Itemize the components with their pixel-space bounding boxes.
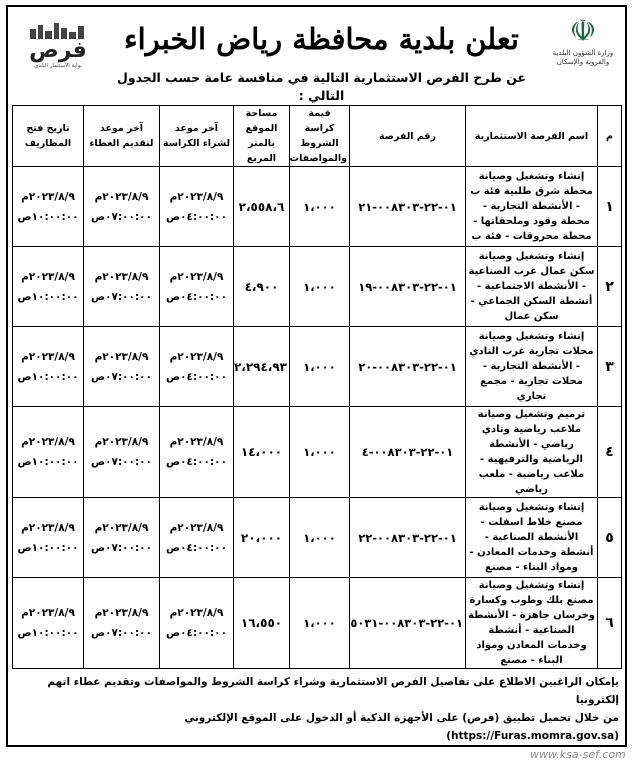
header <box>8 7 625 119</box>
furas-logo-tagline: بوابة الاستثمار البلدي <box>34 63 82 69</box>
row-buy-deadline <box>160 578 234 669</box>
ministry-logo-text: وزارة الشؤون البلدية والقروية والإسكان <box>552 49 614 66</box>
row-open-date <box>13 327 84 407</box>
row-buy-deadline <box>160 327 234 407</box>
row-num: ٦ <box>598 578 622 669</box>
footer-note <box>14 673 619 745</box>
row-buy-deadline <box>160 407 234 498</box>
row-submit-time: ٠٧:٠٠:٠٠ص <box>91 290 152 303</box>
table-row <box>13 498 622 578</box>
row-open-time: ١٠:٠٠:٠٠ص <box>17 627 79 639</box>
row-submit-date: ٢٠٢٣/٨/٩م <box>94 270 149 283</box>
row-submit-time: ٠٧:٠٠:٠٠ص <box>91 627 152 639</box>
table-header-row <box>13 106 622 167</box>
row-buy-time: ٠٤:٠٠:٠٠ص <box>166 456 227 468</box>
row-submit-date: ٢٠٢٣/٨/٩م <box>94 607 149 619</box>
row-buy-date: ٢٠٢٣/٨/٩م <box>169 270 224 283</box>
palm-swords-emblem-icon: ☫ <box>569 14 597 49</box>
header-value: قيمة كراسة الشروط والمواصفات <box>290 106 350 167</box>
row-value: ١،٠٠٠ <box>290 167 350 247</box>
row-buy-date: ٢٠٢٣/٨/٩م <box>169 607 224 619</box>
table-row <box>13 407 622 498</box>
page-title: تعلن بلدية محافظة رياض الخبراء <box>124 22 519 56</box>
row-open-time: ١٠:٠٠:٠٠ص <box>17 290 79 303</box>
row-name: إنشاء وتشغيل وصيانة محطة شرق طلبية فئة ب - الأنشطة التجارية - محطة وقود وملحقاتها - محطة محروقات - فئة ب <box>466 167 598 247</box>
row-submit-time: ٠٧:٠٠:٠٠ص <box>91 456 152 468</box>
header-ref: رقم الفرصة <box>350 106 466 167</box>
row-open-date <box>13 247 84 327</box>
row-num: ٥ <box>598 498 622 578</box>
row-buy-date: ٢٠٢٣/٨/٩م <box>169 350 224 363</box>
row-buy-date: ٢٠٢٣/٨/٩م <box>169 436 224 448</box>
row-value: ١،٠٠٠ <box>290 247 350 327</box>
row-buy-time: ٠٤:٠٠:٠٠ص <box>166 210 227 223</box>
announcement-page <box>6 5 627 747</box>
row-buy-time: ٠٤:٠٠:٠٠ص <box>166 370 227 383</box>
row-open-date-value: ٢٠٢٣/٨/٩م <box>21 436 75 448</box>
site-watermark: www.ksa-sef.com <box>530 748 626 761</box>
page-subtitle: عن طرح الفرص الاستثمارية التالية في منافسة عامة حسب الجدول التالي : <box>116 70 527 103</box>
row-buy-date: ٢٠٢٣/٨/٩م <box>169 521 224 534</box>
header-name: اسم الفرصة الاستثمارية <box>466 106 598 167</box>
row-area: ٤،٩٠٠ <box>234 247 290 327</box>
row-open-date-value: ٢٠٢٣/٨/٩م <box>21 521 75 534</box>
ministry-logo <box>549 15 617 87</box>
row-name: إنشاء وتشغيل وصيانة مصنع بلك وطوب وكسارة وخرسان جاهزة - الأنشطة الصناعية - أنشطة وخدمات المعادن ومواد البناء - مصنع <box>466 578 598 669</box>
table-row <box>13 327 622 407</box>
row-open-date <box>13 407 84 498</box>
row-buy-time: ٠٤:٠٠:٠٠ص <box>166 541 227 554</box>
city-skyline-icon <box>28 21 88 39</box>
row-open-date-value: ٢٠٢٣/٨/٩م <box>21 607 75 619</box>
row-submit-deadline <box>84 498 160 578</box>
row-area: ١٦،٥٥٠ <box>234 578 290 669</box>
row-submit-time: ٠٧:٠٠:٠٠ص <box>91 370 152 383</box>
row-submit-date: ٢٠٢٣/٨/٩م <box>94 350 149 363</box>
row-ref: ٠١-٢٢-٠٠٨٣٠٣-٢١ <box>350 167 466 247</box>
row-open-date-value: ٢٠٢٣/٨/٩م <box>21 190 75 203</box>
row-name: إنشاء وتشغيل وصيانة سكن عمال غرب الصناعية - الأنشطة الاجتماعية - أنشطة السكن الجماعي - سكن عمال <box>466 247 598 327</box>
furas-logo-name: فرص <box>29 38 87 63</box>
row-submit-deadline <box>84 247 160 327</box>
header-submit-deadline: آخر موعد لتقديم العطاء <box>84 106 160 167</box>
row-value: ١،٠٠٠ <box>290 407 350 498</box>
row-area: ١٤،٠٠٠ <box>234 407 290 498</box>
row-submit-deadline <box>84 167 160 247</box>
row-name: إنشاء وتشغيل وصيانة محلات تجارية غرب النادي - الأنشطة التجارية - محلات تجارية - مجمع تجاري <box>466 327 598 407</box>
row-value: ١،٠٠٠ <box>290 327 350 407</box>
row-open-date <box>13 167 84 247</box>
footer-line-2: من خلال تحميل تطبيق (فرص) على الأجهزة الذكية أو الدخول على الموقع الإلكتروني (https://Furas.momra.gov.sa) <box>184 712 619 742</box>
table-row <box>13 247 622 327</box>
row-ref: ٠١-٢٢-٠٠٨٣٠٣-٤ <box>350 407 466 498</box>
row-buy-deadline <box>160 167 234 247</box>
row-num: ٤ <box>598 407 622 498</box>
row-submit-deadline <box>84 327 160 407</box>
row-value: ١،٠٠٠ <box>290 578 350 669</box>
row-ref: ٠١-٢٢-٠٠٨٣٠٣-٥٠٣١ <box>350 578 466 669</box>
header-area: مساحة الموقع بالمتر المربع <box>234 106 290 167</box>
row-submit-deadline <box>84 407 160 498</box>
footer-line-1: يإمكان الراغبين الاطلاع على تفاصيل الفرص الاستثمارية وشراء كراسة الشروط والمواصفات وتقديم عطاء اتهم إلكترونيا <box>47 676 619 706</box>
row-open-time: ١٠:٠٠:٠٠ص <box>17 210 79 223</box>
row-submit-date: ٢٠٢٣/٨/٩م <box>94 190 149 203</box>
row-submit-date: ٢٠٢٣/٨/٩م <box>94 521 149 534</box>
header-open-date: تاريخ فتح المظاريف <box>13 106 84 167</box>
furas-logo <box>18 21 98 83</box>
row-buy-date: ٢٠٢٣/٨/٩م <box>169 190 224 203</box>
row-value: ١،٠٠٠ <box>290 498 350 578</box>
row-buy-deadline <box>160 247 234 327</box>
row-buy-deadline <box>160 498 234 578</box>
row-num: ٢ <box>598 247 622 327</box>
row-open-date <box>13 578 84 669</box>
row-open-time: ١٠:٠٠:٠٠ص <box>17 456 79 468</box>
row-ref: ٠١-٢٢-٠٠٨٣٠٣-٢٢ <box>350 498 466 578</box>
table-row <box>13 167 622 247</box>
table-row <box>13 578 622 669</box>
row-open-date-value: ٢٠٢٣/٨/٩م <box>21 270 75 283</box>
header-buy-deadline: آخر موعد لشراء الكراسة <box>160 106 234 167</box>
row-num: ٣ <box>598 327 622 407</box>
row-num: ١ <box>598 167 622 247</box>
row-ref: ٠١-٢٢-٠٠٨٣٠٣-١٩ <box>350 247 466 327</box>
opportunities-table <box>12 105 622 669</box>
row-open-date <box>13 498 84 578</box>
row-open-time: ١٠:٠٠:٠٠ص <box>17 541 79 554</box>
row-area: ٢،٢٩٤،٩٣ <box>234 327 290 407</box>
header-num: م <box>598 106 622 167</box>
row-buy-time: ٠٤:٠٠:٠٠ص <box>166 290 227 303</box>
row-open-time: ١٠:٠٠:٠٠ص <box>17 370 79 383</box>
row-submit-deadline <box>84 578 160 669</box>
row-buy-time: ٠٤:٠٠:٠٠ص <box>166 627 227 639</box>
row-submit-date: ٢٠٢٣/٨/٩م <box>94 436 149 448</box>
row-ref: ٠١-٢٢-٠٠٨٣٠٣-٢٠ <box>350 327 466 407</box>
row-submit-time: ٠٧:٠٠:٠٠ص <box>91 210 152 223</box>
row-submit-time: ٠٧:٠٠:٠٠ص <box>91 541 152 554</box>
row-area: ٢٠،٠٠٠ <box>234 498 290 578</box>
row-open-date-value: ٢٠٢٣/٨/٩م <box>21 350 75 363</box>
row-name: إنشاء وتشغيل وصيانة مصنع خلاط اسفلت - الأنشطة الصناعية - أنشطة وخدمات المعادن - ومواد البناء - مصنع <box>466 498 598 578</box>
row-name: ترميم وتشغيل وصيانة ملاعب رياضية ونادي رياضي - الأنشطة الرياضية والترفيهية - ملاعب رياضية - ملعب رياضي <box>466 407 598 498</box>
row-area: ٢،٥٥٨،٦ <box>234 167 290 247</box>
